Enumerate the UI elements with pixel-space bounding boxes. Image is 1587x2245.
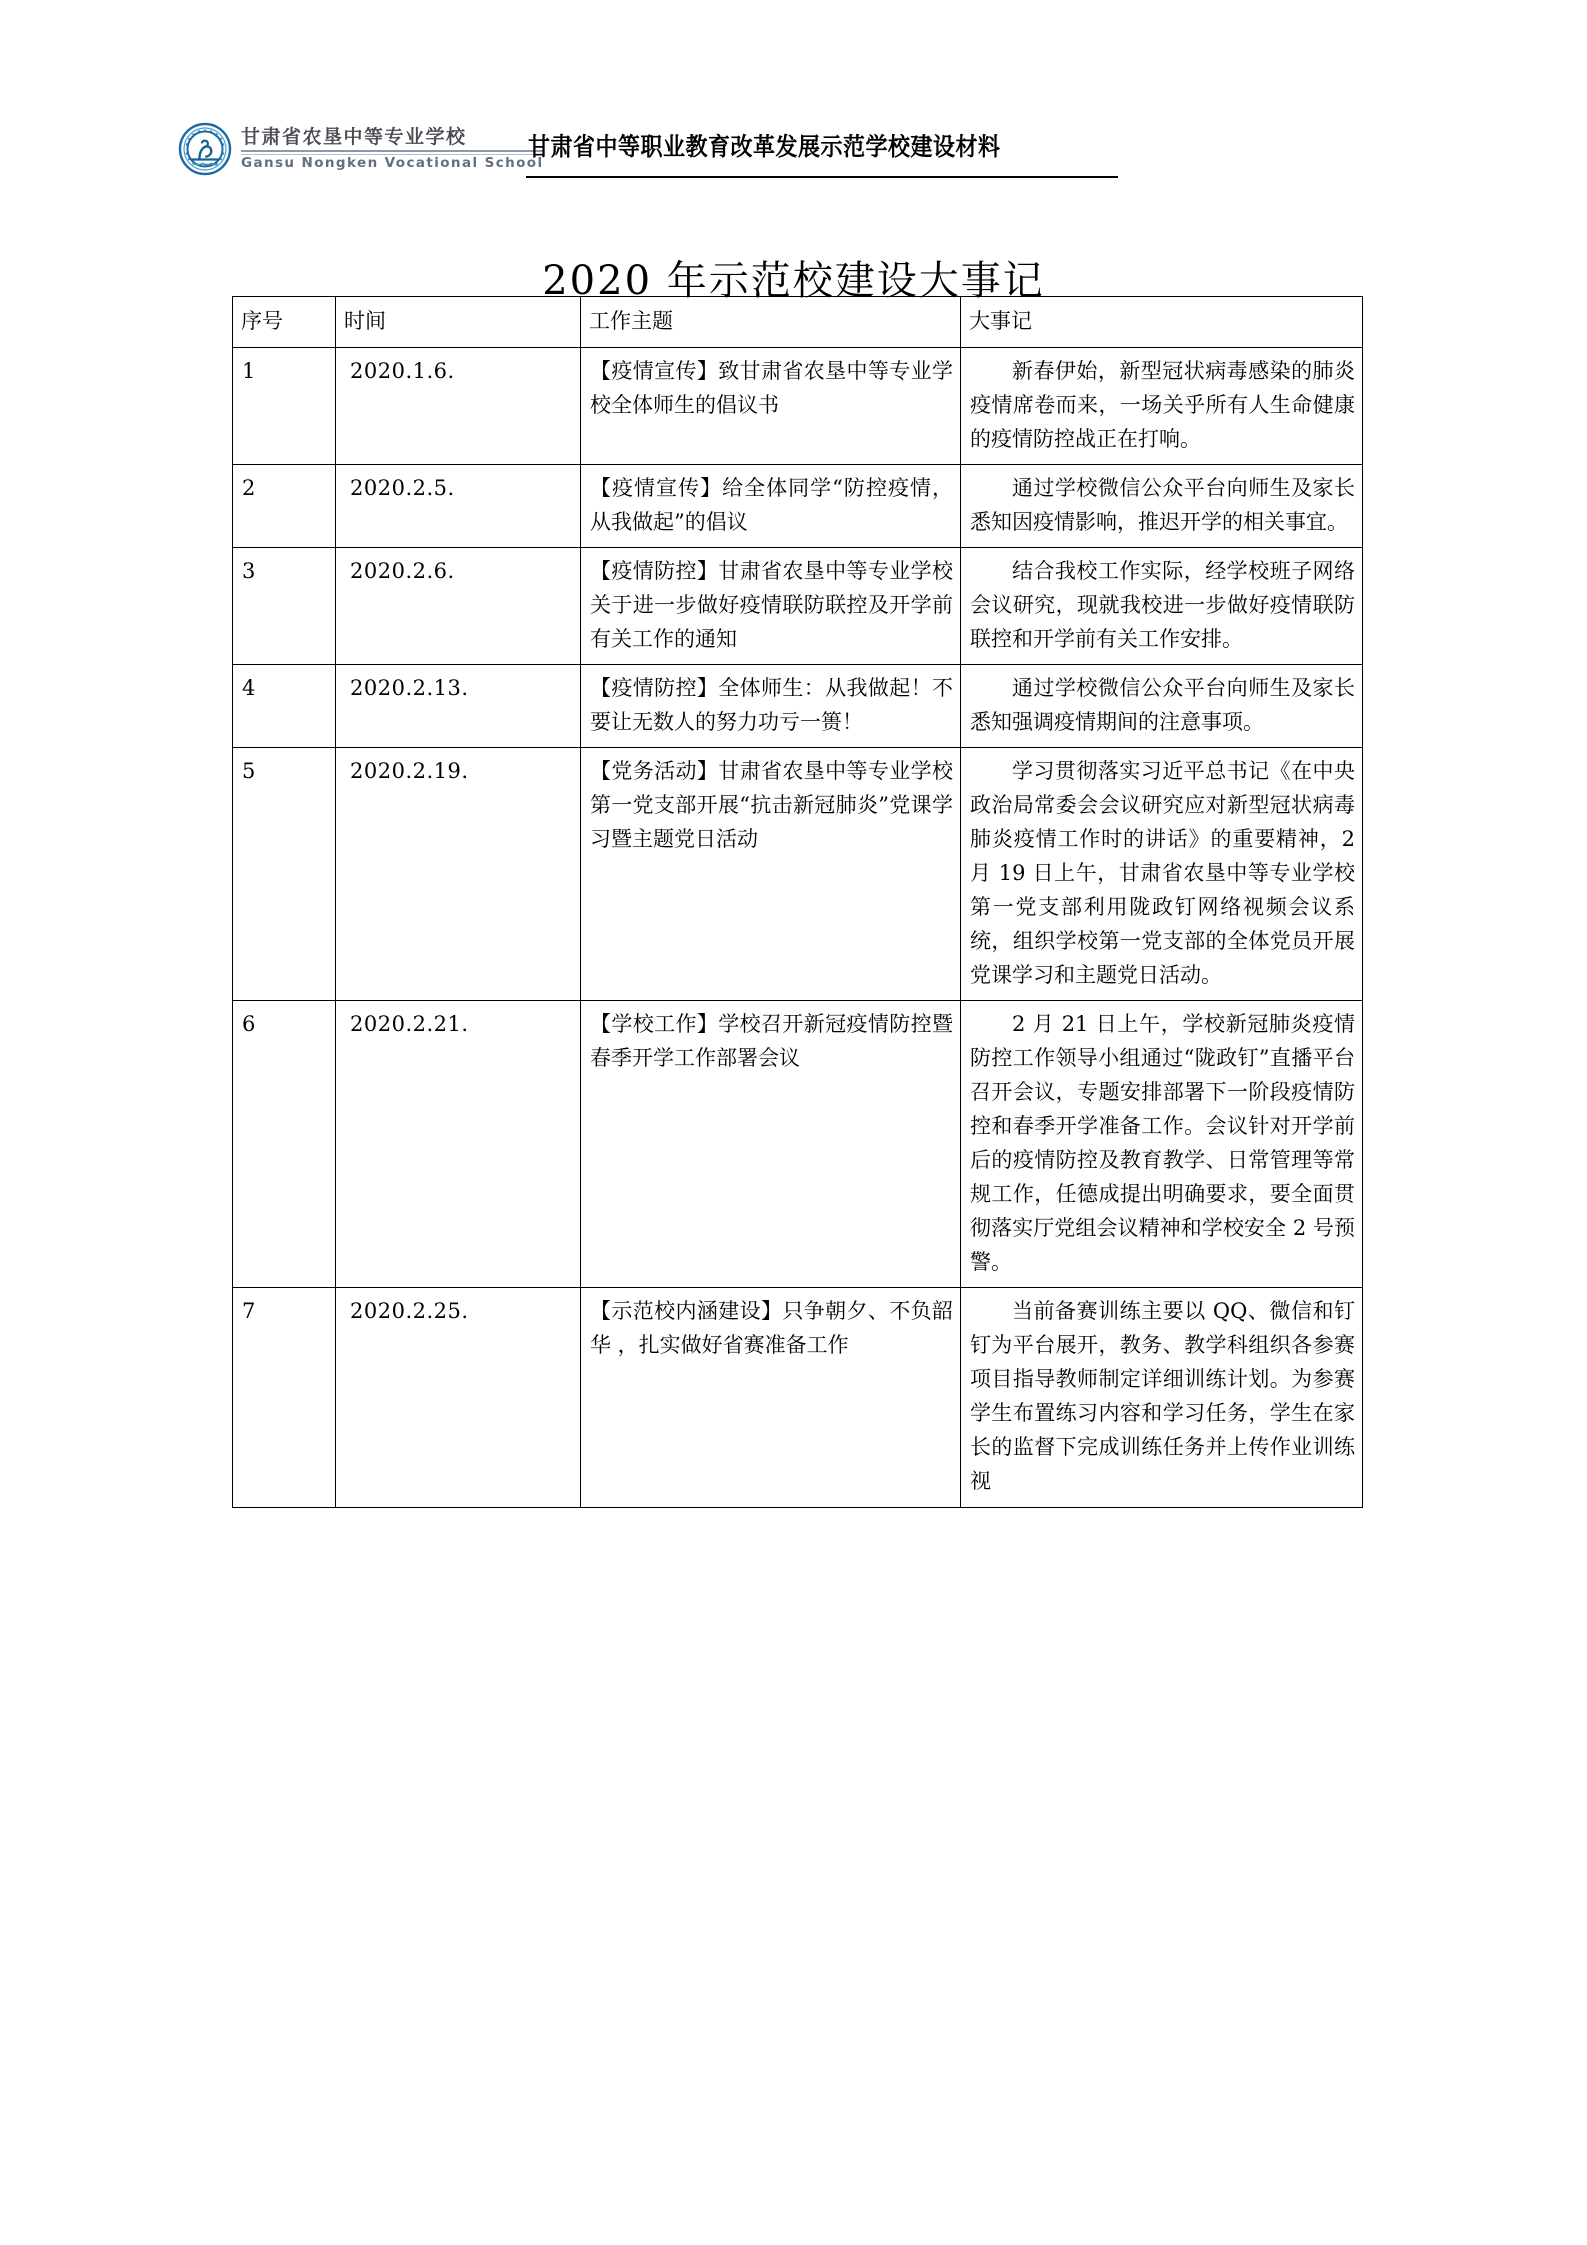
cell-theme: 【疫情宣传】致甘肃省农垦中等专业学校全体师生的倡议书 bbox=[581, 348, 961, 465]
cell-theme: 【学校工作】学校召开新冠疫情防控暨春季开学工作部署会议 bbox=[581, 1001, 961, 1288]
cell-time: 2020.2.6. bbox=[336, 548, 581, 665]
table-row bbox=[233, 348, 1363, 465]
table-row bbox=[233, 1001, 1363, 1288]
school-logo bbox=[178, 122, 544, 176]
cell-no: 5 bbox=[233, 748, 336, 1001]
cell-no: 3 bbox=[233, 548, 336, 665]
cell-event: 通过学校微信公众平台向师生及家长悉知强调疫情期间的注意事项。 bbox=[961, 665, 1363, 748]
column-header-time: 时间 bbox=[336, 297, 581, 348]
cell-time: 2020.1.6. bbox=[336, 348, 581, 465]
logo-divider bbox=[241, 150, 544, 155]
cell-event: 结合我校工作实际，经学校班子网络会议研究，现就我校进一步做好疫情联防联控和开学前有关工作安排。 bbox=[961, 548, 1363, 665]
cell-no: 4 bbox=[233, 665, 336, 748]
cell-no: 6 bbox=[233, 1001, 336, 1288]
column-header-no: 序号 bbox=[233, 297, 336, 348]
cell-event: 2 月 21 日上午，学校新冠肺炎疫情防控工作领导小组通过“陇政钉”直播平台召开会议，专题安排部署下一阶段疫情防控和春季开学准备工作。会议针对开学前后的疫情防控及教育教学、日常管理等常规工作，任德成提出明确要求，要全面贯彻落实厅党组会议精神和学校安全 2 号预警。 bbox=[961, 1001, 1363, 1288]
table-header-row bbox=[233, 297, 1363, 348]
cell-theme: 【党务活动】甘肃省农垦中等专业学校第一党支部开展“抗击新冠肺炎”党课学习暨主题党日活动 bbox=[581, 748, 961, 1001]
cell-time: 2020.2.5. bbox=[336, 465, 581, 548]
cell-theme: 【疫情宣传】给全体同学“防控疫情，从我做起”的倡议 bbox=[581, 465, 961, 548]
cell-time: 2020.2.21. bbox=[336, 1001, 581, 1288]
cell-event: 当前备赛训练主要以 QQ、微信和钉钉为平台展开，教务、教学科组织各参赛项目指导教师制定详细训练计划。为参赛学生布置练习内容和学习任务，学生在家长的监督下完成训练任务并上传作业训练视 bbox=[961, 1288, 1363, 1507]
cell-theme: 【疫情防控】甘肃省农垦中等专业学校关于进一步做好疫情联防联控及开学前有关工作的通知 bbox=[581, 548, 961, 665]
cell-no: 7 bbox=[233, 1288, 336, 1507]
table-row bbox=[233, 465, 1363, 548]
table-row bbox=[233, 665, 1363, 748]
school-logo-text bbox=[241, 125, 544, 171]
table-row bbox=[233, 1288, 1363, 1507]
events-table bbox=[232, 296, 1363, 1508]
running-header-title: 甘肃省中等职业教育改革发展示范学校建设材料 bbox=[528, 133, 1001, 162]
column-header-theme: 工作主题 bbox=[581, 297, 961, 348]
cell-theme: 【疫情防控】全体师生：从我做起！不要让无数人的努力功亏一篑！ bbox=[581, 665, 961, 748]
school-name-en: Gansu Nongken Vocational School bbox=[241, 154, 544, 171]
cell-no: 2 bbox=[233, 465, 336, 548]
cell-no: 1 bbox=[233, 348, 336, 465]
cell-event: 学习贯彻落实习近平总书记《在中央政治局常委会会议研究应对新型冠状病毒肺炎疫情工作时的讲话》的重要精神，2 月 19 日上午，甘肃省农垦中等专业学校第一党支部利用陇政钉网络视频会议系统，组织学校第一党支部的全体党员开展党课学习和主题党日活动。 bbox=[961, 748, 1363, 1001]
cell-time: 2020.2.25. bbox=[336, 1288, 581, 1507]
page-title: 2020 年示范校建设大事记 bbox=[542, 257, 1045, 304]
column-header-event: 大事记 bbox=[961, 297, 1363, 348]
table-row bbox=[233, 548, 1363, 665]
cell-time: 2020.2.13. bbox=[336, 665, 581, 748]
table-row bbox=[233, 748, 1363, 1001]
cell-time: 2020.2.19. bbox=[336, 748, 581, 1001]
document-header bbox=[178, 122, 1378, 186]
running-header-underline bbox=[526, 176, 1118, 178]
cell-event: 通过学校微信公众平台向师生及家长悉知因疫情影响，推迟开学的相关事宜。 bbox=[961, 465, 1363, 548]
school-name-cn: 甘肃省农垦中等专业学校 bbox=[241, 125, 467, 148]
school-emblem-icon bbox=[178, 122, 232, 176]
cell-theme: 【示范校内涵建设】只争朝夕、不负韶华 ，扎实做好省赛准备工作 bbox=[581, 1288, 961, 1507]
cell-event: 新春伊始，新型冠状病毒感染的肺炎疫情席卷而来，一场关乎所有人生命健康的疫情防控战正在打响。 bbox=[961, 348, 1363, 465]
